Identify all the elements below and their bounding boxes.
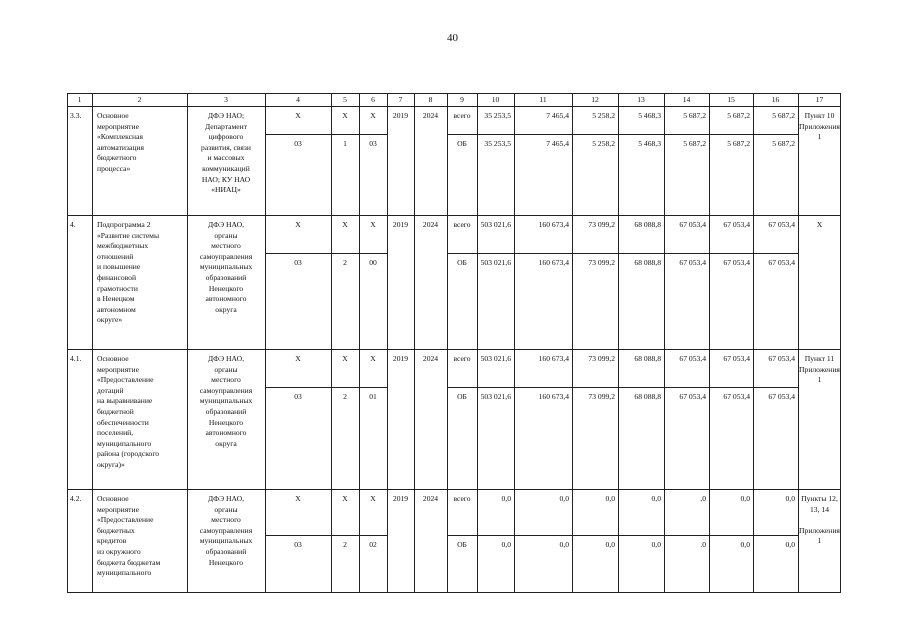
activity-name-line: автономном <box>97 304 136 314</box>
code-4: Х <box>295 354 301 363</box>
executor-line: местного <box>211 375 241 385</box>
start-year: 2019 <box>392 111 409 120</box>
amount-cell: 67 053,4 <box>768 392 795 401</box>
activity-name-line: и повышение <box>97 262 141 272</box>
activity-name-line: «Предоставление <box>97 375 154 385</box>
activity-name-line: «Комплексная <box>97 132 143 142</box>
amount-cell: 67 053,4 <box>723 220 750 229</box>
source-label: всего <box>453 354 471 363</box>
amount-cell: 160 673,4 <box>538 392 569 401</box>
amount-cell: 67 053,4 <box>723 354 750 363</box>
header-cell-14: 14 <box>682 95 691 104</box>
code-4: Х <box>295 494 301 503</box>
amount-cell: 68 088,8 <box>634 220 661 229</box>
source-label: ОБ <box>457 258 467 267</box>
note-line: 13, 14 <box>810 504 829 514</box>
source-label: всего <box>453 494 471 503</box>
amount-cell: 0,0 <box>651 494 661 503</box>
end-year: 2024 <box>422 111 439 120</box>
executor-line: ДФЭ НАО, <box>207 494 245 503</box>
amount-cell: 0,0 <box>740 494 750 503</box>
activity-name-line: грамотности <box>97 283 138 293</box>
amount-cell: 160 673,4 <box>538 354 569 363</box>
code-5: 1 <box>343 139 347 148</box>
executor-line: самоуправления <box>199 251 253 261</box>
executor-line: НАО; КУ НАО <box>201 174 251 184</box>
activity-name-line: «Предоставление <box>97 515 154 525</box>
start-year: 2019 <box>392 494 409 503</box>
source-label: ОБ <box>457 392 467 401</box>
code-6: Х <box>370 111 376 120</box>
executor-line: автономного <box>205 428 247 438</box>
row-split-line <box>447 134 798 135</box>
executor-line: Департамент <box>204 121 248 131</box>
amount-cell: 67 053,4 <box>768 220 795 229</box>
note-line: Пункт 10 <box>804 111 835 120</box>
code-5: Х <box>342 111 348 120</box>
source-label: всего <box>453 220 471 229</box>
executor-line: органы <box>214 364 238 374</box>
row-split-line <box>265 253 387 254</box>
code-5: 2 <box>343 258 347 267</box>
column-border-0 <box>67 93 68 593</box>
amount-cell: 503 021,6 <box>480 392 511 401</box>
activity-name-line: Подпрограмма 2 <box>97 220 151 229</box>
header-cell-11: 11 <box>539 95 547 104</box>
code-6: 01 <box>369 392 377 401</box>
code-5: Х <box>342 494 348 503</box>
activity-name-line: округе» <box>97 315 123 325</box>
activity-name-line: в Ненецком <box>97 294 135 304</box>
header-cell-7: 7 <box>398 95 403 104</box>
activity-name-line: Основное <box>97 111 129 120</box>
header-cell-12: 12 <box>591 95 599 104</box>
amount-cell: 0,0 <box>651 540 661 549</box>
code-6: Х <box>370 354 376 363</box>
amount-cell: 67 053,4 <box>723 392 750 401</box>
executor-line: Ненецкого <box>208 283 244 293</box>
start-year: 2019 <box>392 354 409 363</box>
executor-line: коммуникаций <box>202 164 250 173</box>
amount-cell: ,0 <box>700 494 706 503</box>
activity-name-line: на выравнивание <box>97 396 153 406</box>
activity-name-line: мероприятие <box>97 121 139 131</box>
header-cell-10: 10 <box>491 95 500 104</box>
budget-table <box>67 93 841 593</box>
column-border-8 <box>447 93 448 593</box>
code-4: Х <box>295 220 301 229</box>
column-border-4 <box>331 93 332 593</box>
amount-cell: 67 053,4 <box>679 258 706 267</box>
column-border-10 <box>514 93 515 593</box>
executor-line: развития, связи <box>201 142 251 152</box>
source-label: всего <box>453 111 471 120</box>
executor-line: Ненецкого <box>208 557 244 567</box>
activity-name-line: мероприятие <box>97 504 139 514</box>
note-line: 1 <box>817 132 822 142</box>
row-number: 3.3. <box>70 111 82 120</box>
activity-name-line: бюджетных <box>97 525 135 535</box>
amount-cell: 5 687,2 <box>772 111 795 120</box>
activity-name-line: финансовой <box>97 273 137 282</box>
amount-cell: 0,0 <box>785 494 795 503</box>
column-border-11 <box>572 93 573 593</box>
code-5: Х <box>342 354 348 363</box>
amount-cell: 0,0 <box>501 494 511 503</box>
amount-cell: 503 021,6 <box>480 220 511 229</box>
end-year: 2024 <box>422 220 439 229</box>
column-border-15 <box>753 93 754 593</box>
note-line: 1 <box>817 536 822 546</box>
header-cell-17: 17 <box>815 95 824 104</box>
executor-line: самоуправления <box>199 525 253 535</box>
amount-cell: 5 468,3 <box>638 139 661 148</box>
row-split-line <box>265 134 387 135</box>
code-6: 02 <box>369 540 377 549</box>
column-border-3 <box>265 93 266 593</box>
start-year: 2019 <box>392 220 409 229</box>
header-cell-5: 5 <box>343 95 347 104</box>
executor-line: муниципальных <box>199 396 253 406</box>
executor-line: местного <box>211 241 241 251</box>
executor-line: ДФЭ НАО; <box>207 111 245 120</box>
amount-cell: 0,0 <box>559 494 569 503</box>
activity-name-line: бюджета бюджетам <box>97 557 161 567</box>
executor-line: муниципальных <box>199 536 253 546</box>
activity-name-line: кредитов <box>97 536 127 546</box>
row-number: 4. <box>70 220 76 229</box>
executor-line: ДФЭ НАО, <box>207 220 245 229</box>
executor-line: автономного <box>205 294 247 304</box>
amount-cell: 0,0 <box>605 540 615 549</box>
source-label: ОБ <box>457 139 467 148</box>
row-split-line <box>447 387 798 388</box>
executor-line: самоуправления <box>199 385 253 395</box>
executor-line: цифрового <box>208 132 244 142</box>
activity-name-line: обеспеченности <box>97 417 149 427</box>
amount-cell: 68 088,8 <box>634 354 661 363</box>
activity-name-line: мероприятие <box>97 364 139 374</box>
row-border <box>67 349 841 350</box>
code-5: Х <box>342 220 348 229</box>
amount-cell: 5 687,2 <box>727 139 750 148</box>
amount-cell: 160 673,4 <box>538 220 569 229</box>
amount-cell: 5 687,2 <box>727 111 750 120</box>
amount-cell: 73 099,2 <box>588 220 615 229</box>
activity-name-line: района (городского <box>97 449 160 459</box>
amount-cell: 73 099,2 <box>588 392 615 401</box>
header-cell-2: 2 <box>137 95 142 104</box>
note-line: 1 <box>817 375 822 385</box>
amount-cell: 5 687,2 <box>683 139 706 148</box>
row-split-line <box>447 253 798 254</box>
code-4: 03 <box>294 392 302 401</box>
activity-name-line: муниципального <box>97 568 152 578</box>
header-cell-15: 15 <box>727 95 735 104</box>
page-number: 40 <box>447 32 458 44</box>
executor-line: образований <box>205 407 247 416</box>
amount-cell: 5 258,2 <box>592 139 615 148</box>
amount-cell: 0,0 <box>785 540 795 549</box>
header-cell-1: 1 <box>77 95 82 104</box>
row-split-line <box>447 535 798 536</box>
column-border-5 <box>359 93 360 593</box>
column-border-13 <box>664 93 665 593</box>
header-cell-13: 13 <box>637 95 645 104</box>
executor-line: Ненецкого <box>208 417 244 427</box>
header-cell-16: 16 <box>771 95 780 104</box>
note-line: Приложения <box>799 121 840 131</box>
code-4: 03 <box>294 258 302 267</box>
header-cell-9: 9 <box>460 95 464 104</box>
activity-name-line: отношений <box>97 251 134 261</box>
amount-cell: 68 088,8 <box>634 258 661 267</box>
amount-cell: 35 253,5 <box>484 139 511 148</box>
amount-cell: 503 021,6 <box>480 354 511 363</box>
executor-line: «НИАЦ» <box>211 185 241 195</box>
header-cell-8: 8 <box>428 95 433 104</box>
column-border-6 <box>387 93 388 593</box>
amount-cell: 5 687,2 <box>772 139 795 148</box>
amount-cell: 67 053,4 <box>768 354 795 363</box>
amount-cell: 35 253,5 <box>484 111 511 120</box>
amount-cell: .0 <box>700 540 706 549</box>
code-6: 03 <box>369 139 377 148</box>
amount-cell: 160 673,4 <box>538 258 569 267</box>
executor-line: муниципальных <box>199 262 253 272</box>
note-line: Пункты 12, <box>801 494 838 503</box>
end-year: 2024 <box>422 354 439 363</box>
end-year: 2024 <box>422 494 439 503</box>
table-bottom-border <box>67 592 841 593</box>
executor-line: образований <box>205 273 247 282</box>
column-border-17 <box>840 93 841 593</box>
activity-name-line: бюджетного <box>97 153 137 163</box>
row-split-line <box>265 387 387 388</box>
amount-cell: 0,0 <box>605 494 615 503</box>
activity-name-line: бюджетной <box>97 407 134 416</box>
note-line: Пункт 11 <box>804 354 835 363</box>
activity-name-line: «Развитие системы <box>97 230 160 240</box>
executor-line: органы <box>214 230 238 240</box>
executor-line: ДФЭ НАО, <box>207 354 245 363</box>
amount-cell: 5 468,3 <box>638 111 661 120</box>
activity-name-line: Основное <box>97 494 129 503</box>
amount-cell: 73 099,2 <box>588 354 615 363</box>
table-top-border <box>67 93 841 94</box>
amount-cell: 503 021,6 <box>480 258 511 267</box>
header-cell-4: 4 <box>296 95 300 104</box>
header-cell-6: 6 <box>371 95 375 104</box>
amount-cell: 67 053,4 <box>723 258 750 267</box>
amount-cell: 0,0 <box>501 540 511 549</box>
source-label: ОБ <box>457 540 467 549</box>
row-number: 4.1. <box>70 354 82 363</box>
amount-cell: 7 465,4 <box>546 111 569 120</box>
code-4: Х <box>295 111 301 120</box>
note-line: Приложения <box>799 525 840 535</box>
note-line: Приложения <box>799 364 840 374</box>
amount-cell: 0,0 <box>559 540 569 549</box>
code-6: Х <box>370 494 376 503</box>
amount-cell: 67 053,4 <box>679 392 706 401</box>
amount-cell: 5 258,2 <box>592 111 615 120</box>
amount-cell: 7 465,4 <box>546 139 569 148</box>
amount-cell: 67 053,4 <box>679 354 706 363</box>
activity-name-line: из окружного <box>97 547 141 556</box>
amount-cell: 67 053,4 <box>768 258 795 267</box>
executor-line: и массовых <box>207 153 245 163</box>
activity-name-line: процесса» <box>97 164 131 173</box>
activity-name-line: поселений, <box>97 428 134 438</box>
column-border-7 <box>414 93 415 593</box>
executor-line: округа <box>215 304 237 314</box>
header-bottom-border <box>67 106 841 107</box>
executor-line: органы <box>214 504 238 514</box>
amount-cell: 0,0 <box>740 540 750 549</box>
code-5: 2 <box>343 392 347 401</box>
activity-name-line: межбюджетных <box>97 241 149 251</box>
code-4: 03 <box>294 139 302 148</box>
activity-name-line: автоматизация <box>97 142 144 152</box>
code-4: 03 <box>294 540 302 549</box>
code-6: Х <box>370 220 376 229</box>
activity-name-line: округа)» <box>97 460 125 469</box>
row-border <box>67 215 841 216</box>
activity-name-line: муниципального <box>97 438 152 448</box>
amount-cell: 67 053,4 <box>679 220 706 229</box>
row-number: 4.2. <box>70 494 82 503</box>
activity-name-line: Основное <box>97 354 129 363</box>
executor-line: образований <box>205 547 247 556</box>
row-border <box>67 489 841 490</box>
executor-line: местного <box>211 515 241 525</box>
amount-cell: 73 099,2 <box>588 258 615 267</box>
column-border-9 <box>477 93 478 593</box>
column-border-1 <box>92 93 93 593</box>
column-border-16 <box>798 93 799 593</box>
note-line: Х <box>816 220 823 229</box>
column-border-12 <box>618 93 619 593</box>
amount-cell: 5 687,2 <box>683 111 706 120</box>
code-5: 2 <box>343 540 347 549</box>
row-split-line <box>265 535 387 536</box>
amount-cell: 68 088,8 <box>634 392 661 401</box>
executor-line: округа <box>215 438 237 448</box>
activity-name-line: дотаций <box>97 385 124 395</box>
column-border-14 <box>709 93 710 593</box>
header-cell-3: 3 <box>224 95 228 104</box>
code-6: 00 <box>369 258 377 267</box>
